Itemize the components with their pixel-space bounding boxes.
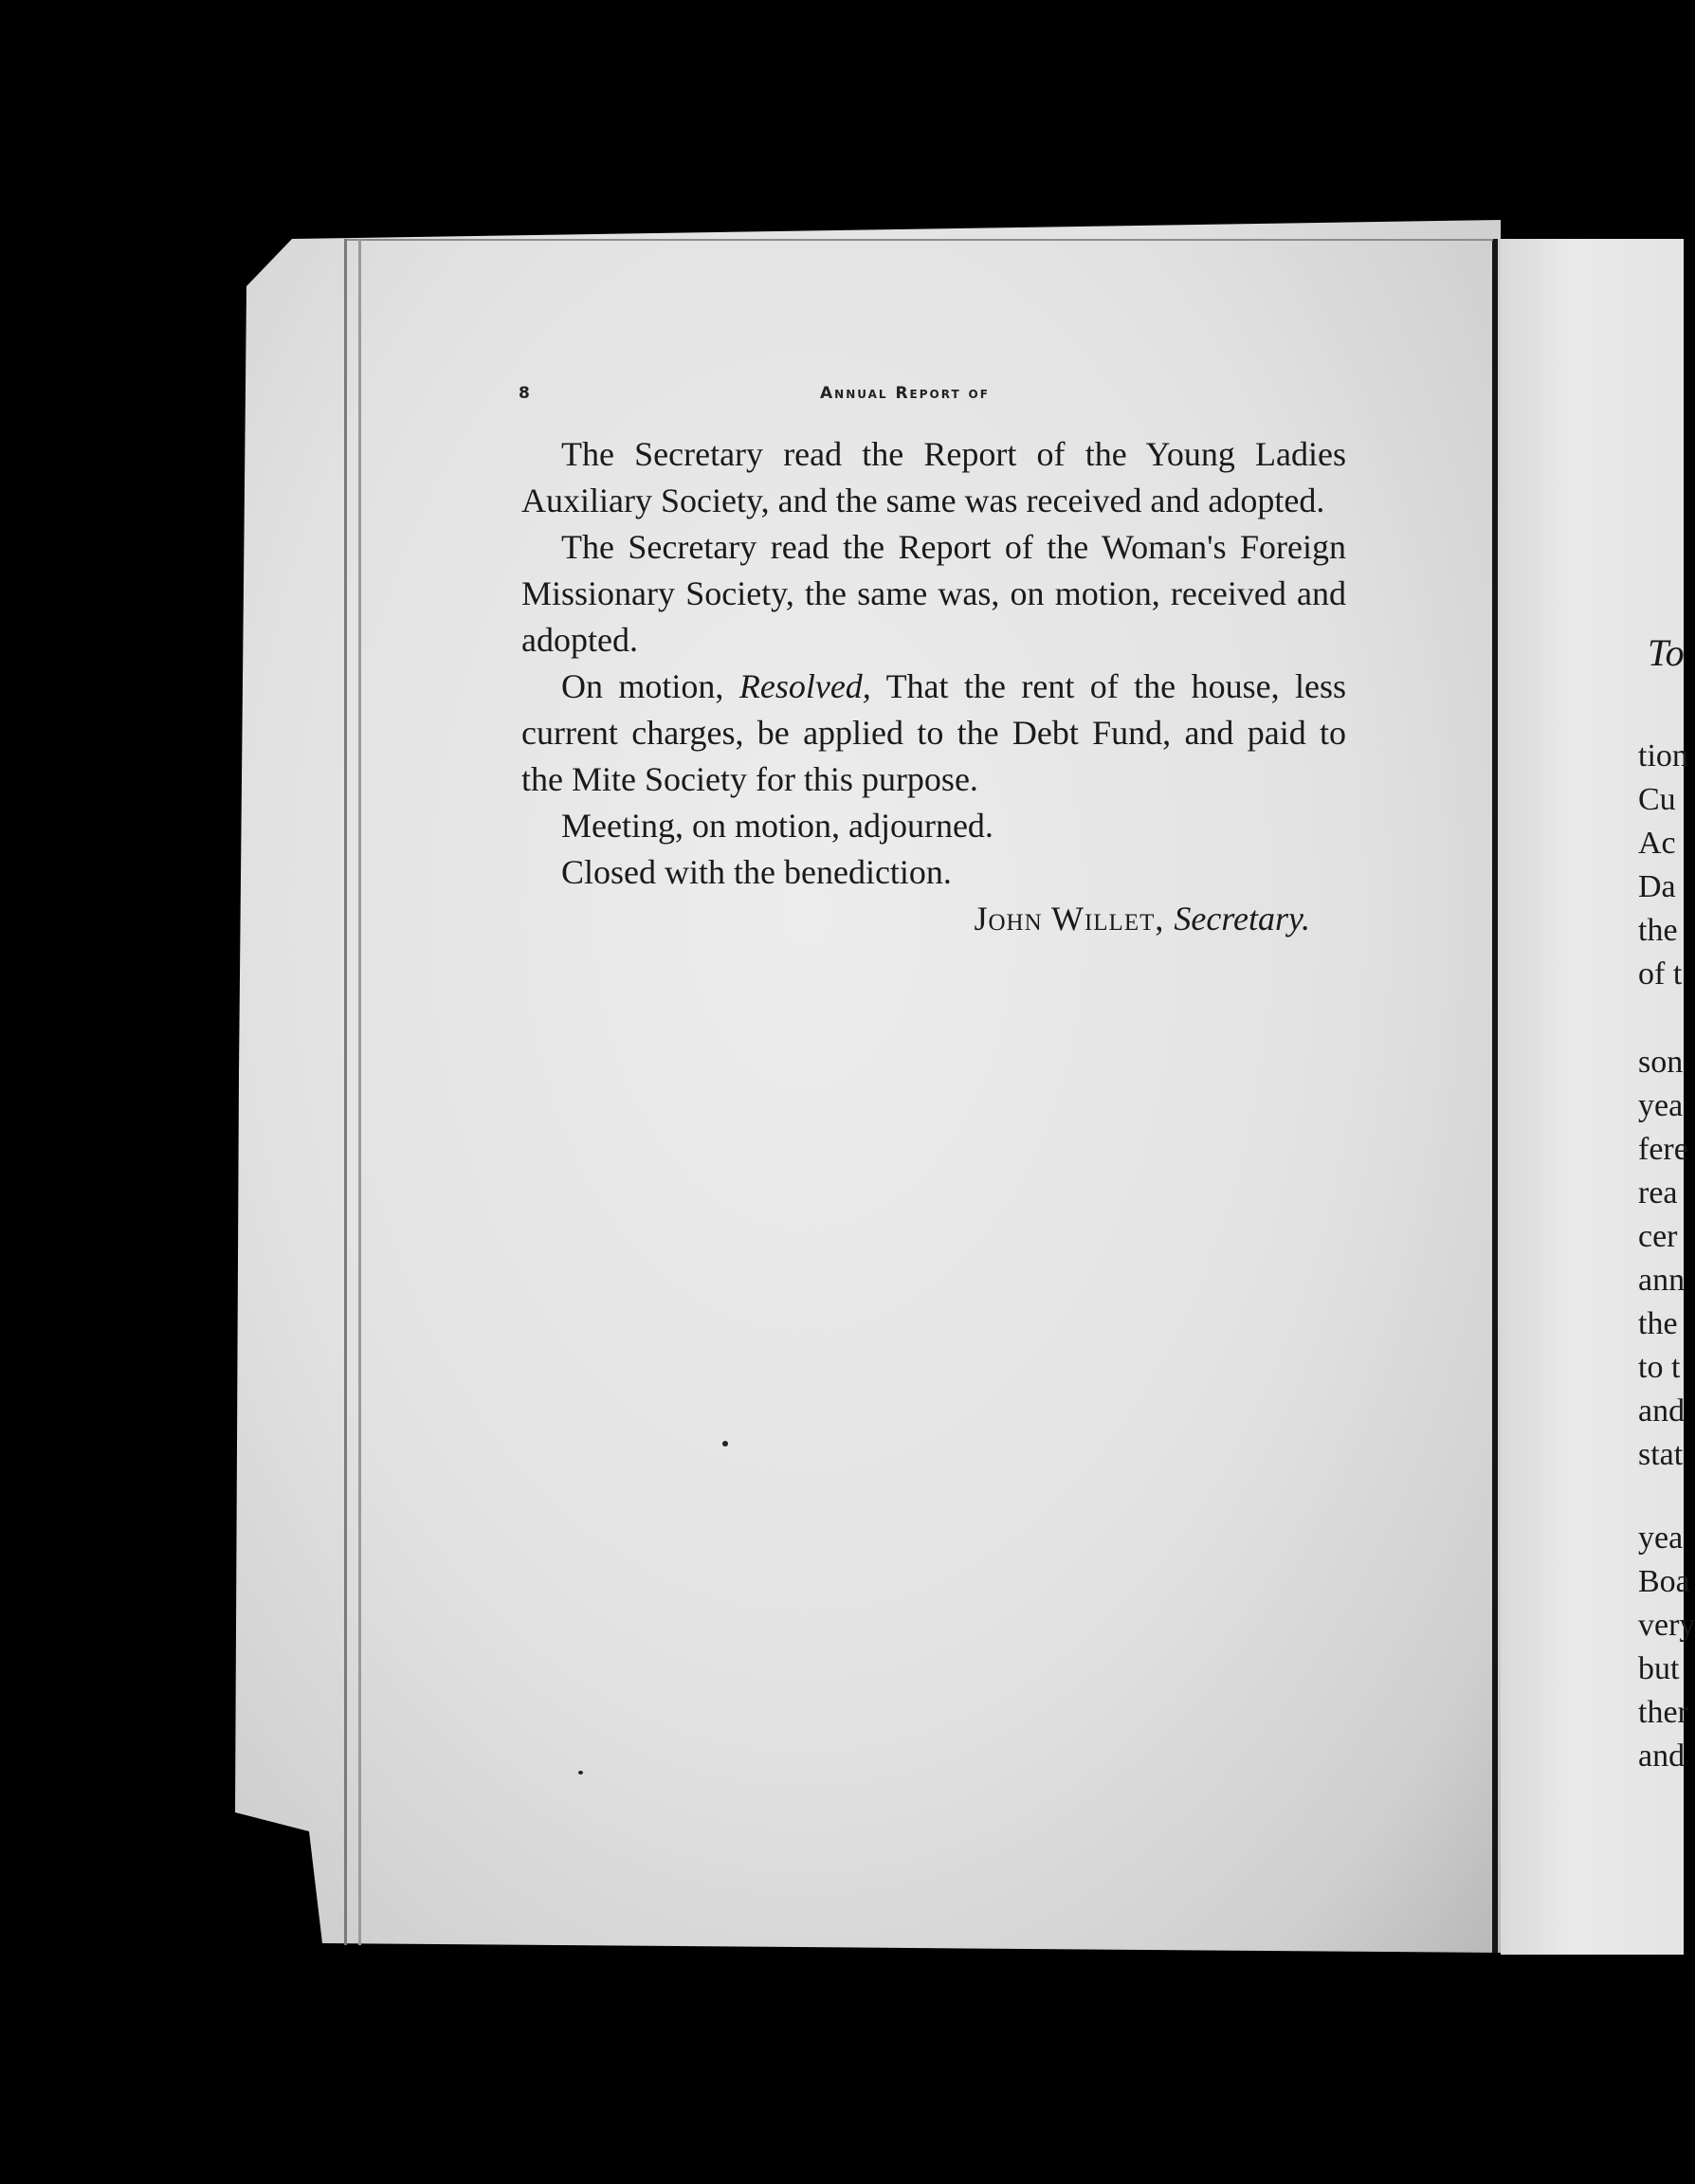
gutter-line bbox=[1492, 239, 1498, 1953]
body-text bbox=[521, 431, 1346, 942]
signature bbox=[521, 896, 1346, 942]
right-page-line-fragment: yea bbox=[1638, 1088, 1684, 1123]
running-head bbox=[519, 384, 1334, 412]
right-page-line-fragment: the bbox=[1638, 1306, 1678, 1341]
margin-rule bbox=[344, 239, 347, 1945]
signature-name: John Willet, bbox=[974, 900, 1175, 937]
margin-rule-inner bbox=[358, 239, 361, 1945]
right-page-line-fragment: fere bbox=[1638, 1132, 1688, 1167]
ink-speck bbox=[578, 1771, 583, 1774]
right-page-heading: To bbox=[1648, 631, 1685, 674]
top-rule bbox=[344, 239, 1493, 241]
right-page-line-fragment: tion bbox=[1638, 738, 1688, 774]
right-page-line-fragment: son bbox=[1638, 1045, 1684, 1080]
running-head-title: Annual Report of bbox=[820, 384, 990, 403]
right-page-line-fragment: ann bbox=[1638, 1263, 1686, 1298]
right-page-line-fragment: and bbox=[1638, 1393, 1686, 1429]
right-page-line-fragment: and bbox=[1638, 1738, 1686, 1774]
right-page-line-fragment: Da bbox=[1638, 869, 1676, 904]
signature-title: Secretary. bbox=[1174, 900, 1310, 937]
resolution-text: That the rent of the house, less current charges, be applied to the Debt Fund, and paid to the Mite Society for this purpose. bbox=[521, 667, 1346, 798]
right-page-line-fragment: ther bbox=[1638, 1695, 1688, 1730]
resolved-word: Resolved, bbox=[738, 667, 871, 705]
right-page-line-fragment: very bbox=[1638, 1608, 1695, 1643]
right-page-line-fragment: stat bbox=[1638, 1437, 1684, 1472]
right-page-line-fragment: Boa bbox=[1638, 1564, 1690, 1599]
page-number: 8 bbox=[519, 384, 532, 403]
paragraph-womans-society: The Secretary read the Report of the Woman's Foreign Missionary Society, the same was, on motion, received and adopted. bbox=[521, 528, 1346, 659]
right-page-line-fragment: cer bbox=[1638, 1219, 1678, 1254]
paragraph-young-ladies: The Secretary read the Report of the Young Ladies Auxiliary Society, and the same was received and adopted. bbox=[521, 435, 1346, 519]
right-page-line-fragment: the bbox=[1638, 913, 1678, 948]
right-page-line-fragment: Cu bbox=[1638, 782, 1676, 817]
right-page-line-fragment: Ac bbox=[1638, 826, 1676, 861]
paragraph-resolution bbox=[521, 664, 1346, 803]
right-page-line-fragment: to t bbox=[1638, 1350, 1681, 1385]
resolution-intro: On motion, bbox=[561, 667, 739, 705]
right-page-line-fragment: but bbox=[1638, 1651, 1680, 1686]
paragraph-adjourned: Meeting, on motion, adjourned. bbox=[561, 807, 993, 845]
ink-speck bbox=[722, 1441, 728, 1447]
right-page-line-fragment: rea bbox=[1638, 1175, 1678, 1210]
right-page-line-fragment: yea bbox=[1638, 1520, 1684, 1556]
right-page-line-fragment: of t bbox=[1638, 956, 1683, 992]
paragraph-benediction: Closed with the benediction. bbox=[561, 853, 952, 891]
